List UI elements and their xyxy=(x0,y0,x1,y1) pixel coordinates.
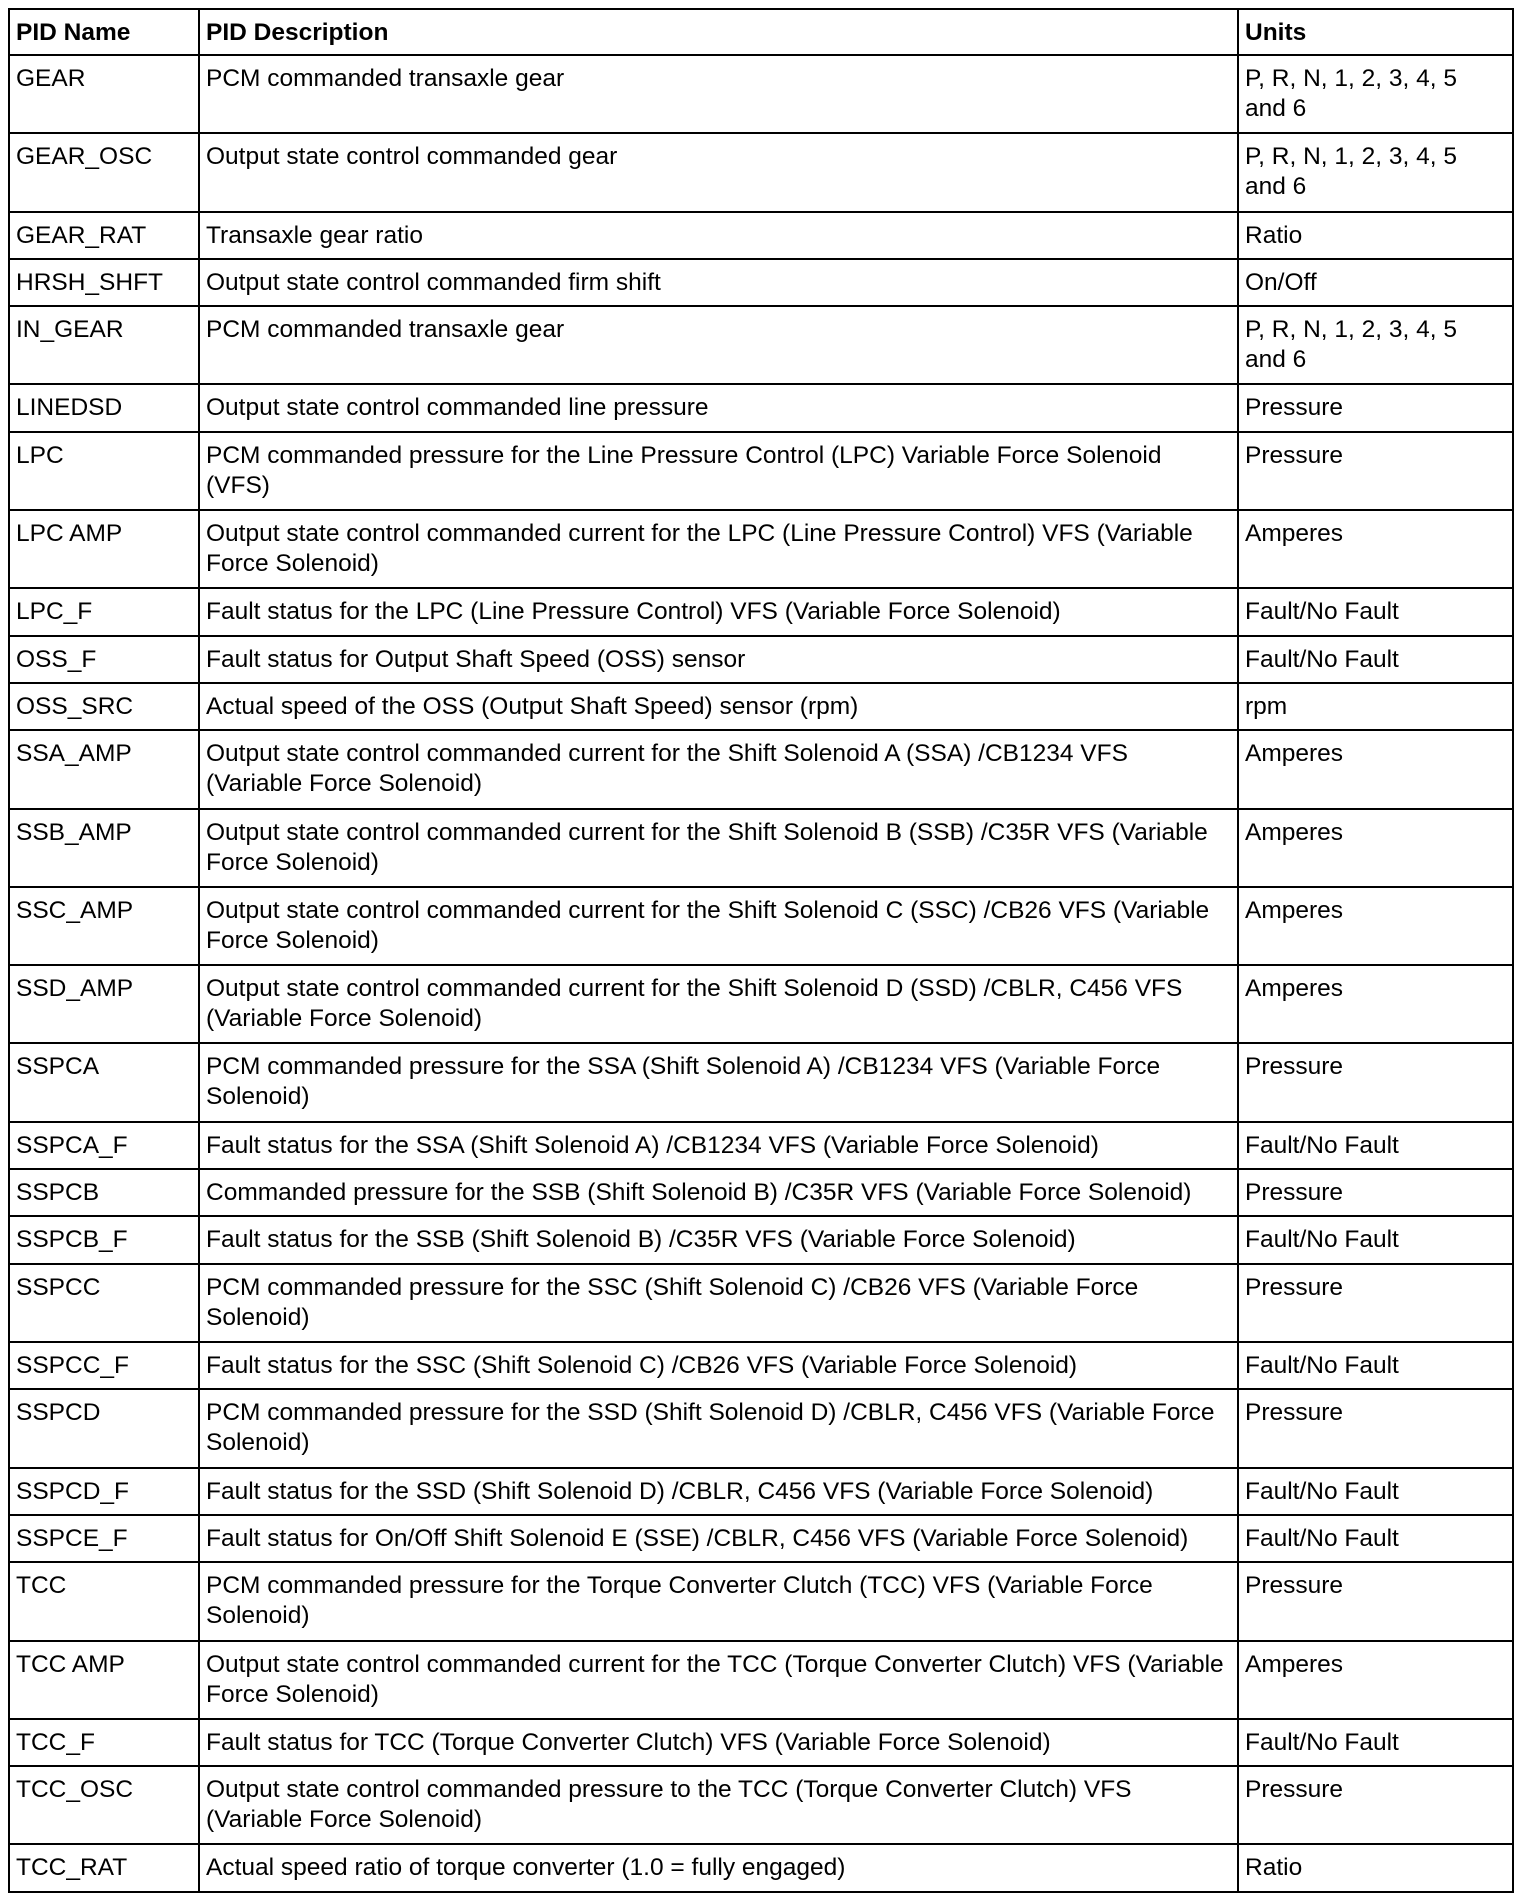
cell-pid-description: Fault status for On/Off Shift Solenoid E (SSE) /CBLR, C456 VFS (Variable Force Solenoid) xyxy=(199,1515,1238,1562)
table-row xyxy=(9,809,1513,887)
cell-units: Fault/No Fault xyxy=(1238,588,1513,635)
table-row xyxy=(9,588,1513,635)
cell-units: Fault/No Fault xyxy=(1238,636,1513,683)
cell-units: Amperes xyxy=(1238,1641,1513,1719)
cell-units: Pressure xyxy=(1238,1562,1513,1640)
cell-units: Pressure xyxy=(1238,1389,1513,1467)
cell-units: P, R, N, 1, 2, 3, 4, 5 and 6 xyxy=(1238,306,1513,384)
cell-units: Pressure xyxy=(1238,1264,1513,1342)
cell-units: Pressure xyxy=(1238,432,1513,510)
cell-pid-name: LPC AMP xyxy=(9,510,199,588)
table-row xyxy=(9,55,1513,133)
cell-pid-name: SSA_AMP xyxy=(9,730,199,808)
cell-pid-description: Actual speed of the OSS (Output Shaft Speed) sensor (rpm) xyxy=(199,683,1238,730)
cell-pid-description: Output state control commanded line pressure xyxy=(199,384,1238,431)
table-row xyxy=(9,133,1513,211)
cell-pid-description: Fault status for the LPC (Line Pressure Control) VFS (Variable Force Solenoid) xyxy=(199,588,1238,635)
cell-pid-description: PCM commanded pressure for the Torque Converter Clutch (TCC) VFS (Variable Force Solenoid) xyxy=(199,1562,1238,1640)
cell-pid-description: Fault status for TCC (Torque Converter Clutch) VFS (Variable Force Solenoid) xyxy=(199,1719,1238,1766)
cell-pid-name: GEAR_RAT xyxy=(9,212,199,259)
pid-table xyxy=(8,8,1514,1893)
cell-units: Ratio xyxy=(1238,212,1513,259)
cell-pid-description: PCM commanded pressure for the SSD (Shift Solenoid D) /CBLR, C456 VFS (Variable Force Solenoid) xyxy=(199,1389,1238,1467)
table-row xyxy=(9,1844,1513,1892)
table-row xyxy=(9,1766,1513,1844)
cell-pid-name: SSPCD_F xyxy=(9,1468,199,1515)
cell-pid-name: SSC_AMP xyxy=(9,887,199,965)
cell-pid-description: Output state control commanded gear xyxy=(199,133,1238,211)
cell-pid-description: Output state control commanded current for the Shift Solenoid B (SSB) /C35R VFS (Variable Force Solenoid) xyxy=(199,809,1238,887)
cell-units: Amperes xyxy=(1238,965,1513,1043)
cell-pid-name: SSPCC_F xyxy=(9,1342,199,1389)
cell-pid-description: Fault status for Output Shaft Speed (OSS) sensor xyxy=(199,636,1238,683)
cell-units: Amperes xyxy=(1238,809,1513,887)
cell-pid-description: PCM commanded transaxle gear xyxy=(199,306,1238,384)
cell-pid-name: TCC_OSC xyxy=(9,1766,199,1844)
cell-pid-name: SSPCA xyxy=(9,1043,199,1121)
table-row xyxy=(9,1468,1513,1515)
cell-units: Amperes xyxy=(1238,730,1513,808)
cell-units: Pressure xyxy=(1238,1766,1513,1844)
cell-units: Ratio xyxy=(1238,1844,1513,1892)
cell-pid-name: OSS_F xyxy=(9,636,199,683)
table-row xyxy=(9,384,1513,431)
cell-pid-description: Transaxle gear ratio xyxy=(199,212,1238,259)
cell-pid-name: SSPCE_F xyxy=(9,1515,199,1562)
cell-pid-name: LPC_F xyxy=(9,588,199,635)
cell-pid-name: TCC_F xyxy=(9,1719,199,1766)
cell-pid-name: OSS_SRC xyxy=(9,683,199,730)
cell-units: Fault/No Fault xyxy=(1238,1719,1513,1766)
table-row xyxy=(9,636,1513,683)
cell-pid-description: Commanded pressure for the SSB (Shift Solenoid B) /C35R VFS (Variable Force Solenoid) xyxy=(199,1169,1238,1216)
table-row xyxy=(9,1641,1513,1719)
cell-units: Fault/No Fault xyxy=(1238,1216,1513,1263)
table-row xyxy=(9,1562,1513,1640)
table-row xyxy=(9,1264,1513,1342)
cell-pid-name: SSPCB xyxy=(9,1169,199,1216)
cell-pid-name: TCC AMP xyxy=(9,1641,199,1719)
table-row xyxy=(9,306,1513,384)
cell-units: Amperes xyxy=(1238,510,1513,588)
cell-pid-name: LPC xyxy=(9,432,199,510)
table-header-row xyxy=(9,9,1513,55)
header-units: Units xyxy=(1238,9,1513,55)
cell-pid-description: PCM commanded pressure for the Line Pressure Control (LPC) Variable Force Solenoid (VFS) xyxy=(199,432,1238,510)
table-row xyxy=(9,683,1513,730)
cell-pid-name: GEAR_OSC xyxy=(9,133,199,211)
header-pid-name: PID Name xyxy=(9,9,199,55)
table-row xyxy=(9,965,1513,1043)
table-row xyxy=(9,510,1513,588)
cell-units: Pressure xyxy=(1238,1169,1513,1216)
table-body xyxy=(9,55,1513,1892)
header-pid-description: PID Description xyxy=(199,9,1238,55)
cell-pid-description: PCM commanded pressure for the SSC (Shift Solenoid C) /CB26 VFS (Variable Force Solenoid) xyxy=(199,1264,1238,1342)
cell-units: Pressure xyxy=(1238,384,1513,431)
cell-pid-description: Output state control commanded pressure to the TCC (Torque Converter Clutch) VFS (Variable Force Solenoid) xyxy=(199,1766,1238,1844)
cell-pid-name: SSPCD xyxy=(9,1389,199,1467)
cell-units: P, R, N, 1, 2, 3, 4, 5 and 6 xyxy=(1238,55,1513,133)
table-row xyxy=(9,887,1513,965)
cell-pid-description: Output state control commanded firm shift xyxy=(199,259,1238,306)
table-row xyxy=(9,730,1513,808)
cell-units: On/Off xyxy=(1238,259,1513,306)
table-row xyxy=(9,1389,1513,1467)
cell-pid-description: Output state control commanded current for the Shift Solenoid D (SSD) /CBLR, C456 VFS (Variable Force Solenoid) xyxy=(199,965,1238,1043)
cell-pid-description: Output state control commanded current for the LPC (Line Pressure Control) VFS (Variable Force Solenoid) xyxy=(199,510,1238,588)
table-row xyxy=(9,1169,1513,1216)
table-row xyxy=(9,1342,1513,1389)
cell-pid-name: SSPCC xyxy=(9,1264,199,1342)
cell-pid-description: Output state control commanded current for the Shift Solenoid C (SSC) /CB26 VFS (Variable Force Solenoid) xyxy=(199,887,1238,965)
table-row xyxy=(9,1719,1513,1766)
cell-pid-description: Output state control commanded current for the TCC (Torque Converter Clutch) VFS (Variable Force Solenoid) xyxy=(199,1641,1238,1719)
cell-pid-description: PCM commanded transaxle gear xyxy=(199,55,1238,133)
table-row xyxy=(9,1515,1513,1562)
cell-units: Fault/No Fault xyxy=(1238,1515,1513,1562)
cell-units: P, R, N, 1, 2, 3, 4, 5 and 6 xyxy=(1238,133,1513,211)
cell-pid-description: Fault status for the SSC (Shift Solenoid C) /CB26 VFS (Variable Force Solenoid) xyxy=(199,1342,1238,1389)
cell-units: Pressure xyxy=(1238,1043,1513,1121)
cell-pid-name: HRSH_SHFT xyxy=(9,259,199,306)
cell-units: Amperes xyxy=(1238,887,1513,965)
table-row xyxy=(9,1122,1513,1169)
cell-pid-name: GEAR xyxy=(9,55,199,133)
table-row xyxy=(9,1043,1513,1121)
cell-pid-name: SSPCB_F xyxy=(9,1216,199,1263)
cell-pid-description: Fault status for the SSD (Shift Solenoid D) /CBLR, C456 VFS (Variable Force Solenoid) xyxy=(199,1468,1238,1515)
cell-pid-description: Fault status for the SSB (Shift Solenoid B) /C35R VFS (Variable Force Solenoid) xyxy=(199,1216,1238,1263)
cell-pid-name: SSPCA_F xyxy=(9,1122,199,1169)
cell-pid-name: LINEDSD xyxy=(9,384,199,431)
table-row xyxy=(9,432,1513,510)
cell-units: Fault/No Fault xyxy=(1238,1468,1513,1515)
cell-pid-description: Fault status for the SSA (Shift Solenoid A) /CB1234 VFS (Variable Force Solenoid) xyxy=(199,1122,1238,1169)
cell-pid-name: SSB_AMP xyxy=(9,809,199,887)
cell-pid-name: TCC xyxy=(9,1562,199,1640)
cell-pid-name: SSD_AMP xyxy=(9,965,199,1043)
table-row xyxy=(9,212,1513,259)
cell-pid-description: PCM commanded pressure for the SSA (Shift Solenoid A) /CB1234 VFS (Variable Force Solenoid) xyxy=(199,1043,1238,1121)
cell-pid-description: Actual speed ratio of torque converter (1.0 = fully engaged) xyxy=(199,1844,1238,1892)
cell-units: Fault/No Fault xyxy=(1238,1342,1513,1389)
cell-pid-name: TCC_RAT xyxy=(9,1844,199,1892)
cell-units: rpm xyxy=(1238,683,1513,730)
table-row xyxy=(9,259,1513,306)
cell-pid-description: Output state control commanded current for the Shift Solenoid A (SSA) /CB1234 VFS (Variable Force Solenoid) xyxy=(199,730,1238,808)
table-row xyxy=(9,1216,1513,1263)
cell-pid-name: IN_GEAR xyxy=(9,306,199,384)
cell-units: Fault/No Fault xyxy=(1238,1122,1513,1169)
